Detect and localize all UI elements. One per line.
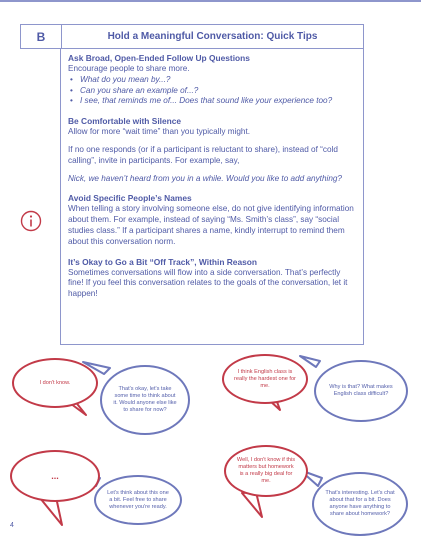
section-letter: B <box>21 25 62 48</box>
speech-bubble-blue: Let's think about this one a bit. Feel free to share whenever you're ready. <box>94 475 182 525</box>
silence-text: Allow for more “wait time” than you typically might. <box>68 127 251 137</box>
page-title: Hold a Meaningful Conversation: Quick Tips <box>107 31 318 42</box>
follow-up-heading: Ask Broad, Open-Ended Follow Up Questions <box>68 53 250 63</box>
speech-bubble-red: ... <box>10 450 100 502</box>
follow-up-intro: Encourage people to share more. <box>68 64 190 73</box>
names-text: When telling a story involving someone else, do not give identifying information about them. For example, instead of saying “Ms. Smith’s class”, say “social studies class.” If a participant shares a name, kindly interrupt to remind them about this conversation norm. <box>68 204 354 246</box>
speech-bubble-red: I think English class is really the hardest one for me. <box>222 354 308 404</box>
names-heading: Avoid Specific People’s Names <box>68 193 192 204</box>
silence-heading: Be Comfortable with Silence <box>68 116 182 127</box>
list-item: • What do you mean by...? <box>68 75 358 86</box>
page-number: 4 <box>10 522 14 529</box>
speech-bubble-blue: That's interesting. Let's chat about that for a bit. Does anyone have anything to share about homework? <box>312 472 408 536</box>
silence-example: If no one responds (or if a participant is reluctant to share), instead of “cold calling”, invite in participants. For example, say, <box>68 144 338 165</box>
speech-bubble-blue: That's okay, let's take some time to think about it. Would anyone else like to share for now? <box>100 365 190 435</box>
list-item: • Can you share an example of...? <box>68 86 358 97</box>
silence-quote: Nick, we haven’t heard from you in a while. Would you like to add anything? <box>68 173 342 183</box>
off-track-text: Sometimes conversations will flow into a side conversation. That’s perfectly fine! If you feel this conversation relates to the goals of the conversation, let it happen! <box>68 267 348 299</box>
list-item: • I see, that reminds me of... Does that sound like your experience too? <box>68 96 358 107</box>
speech-bubble-blue: Why is that? What makes English class difficult? <box>314 360 408 422</box>
speech-bubble-red: Well, I don't know if this matters but homework is a really big deal for me. <box>224 445 308 497</box>
speech-bubble-red: I don't know. <box>12 358 98 408</box>
off-track-heading: It’s Okay to Go a Bit “Off Track”, Within Reason <box>68 256 258 267</box>
